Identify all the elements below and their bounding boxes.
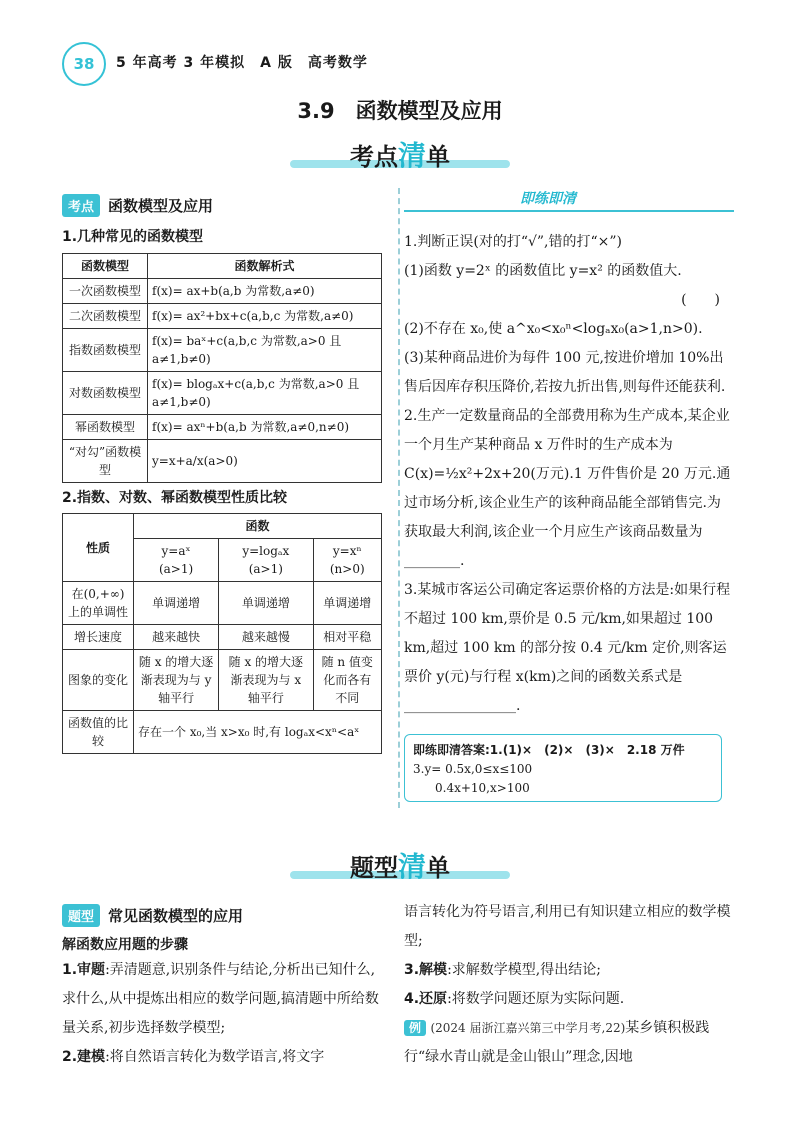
question-2: 2.生产一定数量商品的全部费用称为生产成本,某企业一个月生产某种商品 x 万件时的生产成本为 C(x)=½x²+2x+20(万元).1 万件售价是 20 万元.通过市场分析,该企业生产的该种商品能全部销售完.为获取最大利润,该企业一个月应生产该商品数量为________. (404, 408, 731, 569)
table-row (63, 711, 382, 754)
table-row (63, 650, 382, 711)
question-3: 3.某城市客运公司确定客运票价格的方法是:如果行程不超过 100 km,票价是 0.5 元/km,如果超过 100 km,超过 100 km 的部分按 0.4 元/km 定价,则客运票价 y(元)与行程 x(km)之间的函数关系式是________________. (404, 582, 731, 714)
book-title: 5 年高考 3 年模拟 A 版 高考数学 (116, 55, 368, 71)
step-1: 1.审题:弄清题意,识别条件与结论,分析出已知什么,求什么,从中提炼出相应的数学问题,搞清题中所给数量关系,初步选择数学模型; (62, 962, 379, 1036)
subheading-2: 2.指数、对数、幂函数模型性质比较 (62, 490, 288, 506)
topic-tag: 考点 (62, 194, 100, 217)
table-row (63, 415, 382, 440)
banner-kaodian (0, 134, 800, 174)
cell: f(x)= blogₐx+c(a,b,c 为常数,a>0 且 a≠1,b≠0) (148, 372, 382, 415)
cell: 对数函数模型 (63, 372, 148, 415)
question-1-3: (3)某种商品进价为每件 100 元,按进价增加 10%出售后因库存积压降价,若按九折出售,则每件还能获利. (404, 350, 726, 395)
cell: f(x)= baˣ+c(a,b,c 为常数,a>0 且 a≠1,b≠0) (148, 329, 382, 372)
table-header: 函数模型 (63, 254, 148, 279)
topic-heading (62, 194, 213, 217)
cell: 幂函数模型 (63, 415, 148, 440)
answer-paren: ( ) (681, 292, 720, 308)
step-3: 3.解模:求解数学模型,得出结论; (404, 962, 601, 978)
cell: “对勾”函数模型 (63, 440, 148, 483)
cell: 单调递增 (219, 582, 313, 625)
cell: 图象的变化 (63, 650, 134, 711)
table-row (63, 625, 382, 650)
cell: 相对平稳 (313, 625, 381, 650)
cell: 指数函数模型 (63, 329, 148, 372)
column-header: y=logₐx (a>1) (219, 539, 313, 582)
banner-prefix: 考点 (349, 143, 398, 171)
cell: f(x)= axⁿ+b(a,b 为常数,a≠0,n≠0) (148, 415, 382, 440)
table-row (63, 582, 382, 625)
answers-line-2a: 3.y= 0.5x,0≤x≤100 (413, 762, 533, 776)
table-header: 性质 (63, 514, 134, 582)
banner-highlight: 清 (397, 139, 426, 172)
cell: 随 x 的增大逐渐表现为与 y 轴平行 (134, 650, 219, 711)
column-divider (398, 188, 400, 808)
question-1-1: (1)函数 y=2ˣ 的函数值比 y=x² 的函数值大. (404, 263, 682, 279)
cell: 随 n 值变化而各有不同 (313, 650, 381, 711)
cell: y=x+a/x(a>0) (148, 440, 382, 483)
example (404, 1014, 734, 1072)
question-1: 1.判断正误(对的打“√”,错的打“×”) (404, 234, 623, 250)
cell: 存在一个 x₀,当 x>x₀ 时,有 logₐx<xⁿ<aˣ (134, 711, 382, 754)
table-row (63, 304, 382, 329)
table-row (63, 440, 382, 483)
cell: 增长速度 (63, 625, 134, 650)
cell: f(x)= ax+b(a,b 为常数,a≠0) (148, 279, 382, 304)
type-tag: 题型 (62, 904, 100, 927)
steps-right (404, 898, 734, 1072)
cell: 函数值的比较 (63, 711, 134, 754)
example-tag: 例 (404, 1020, 426, 1036)
table-header: 函数 (134, 514, 382, 539)
cell: 越来越慢 (219, 625, 313, 650)
section-title: 3.9 函数模型及应用 (297, 99, 503, 123)
page-number-badge: 38 (62, 42, 106, 86)
step-2: 2.建模:将自然语言转化为数学语言,将文字 (62, 1049, 325, 1065)
answers-line-2b: 0.4x+10,x>100 (435, 781, 530, 795)
banner-suffix: 单 (426, 143, 450, 171)
topic-title: 函数模型及应用 (108, 197, 214, 215)
table-row (63, 372, 382, 415)
steps-left (62, 956, 384, 1072)
cell: 二次函数模型 (63, 304, 148, 329)
cell: 一次函数模型 (63, 279, 148, 304)
practice-rule (404, 210, 734, 212)
example-text: 某乡镇积极践行“绿水青山就是金山银山”理念,因地 (404, 1020, 710, 1065)
steps-title: 解函数应用题的步骤 (62, 937, 188, 953)
banner-prefix: 题型 (349, 854, 398, 882)
banner-tixing (0, 845, 800, 885)
banner-suffix: 单 (426, 854, 450, 882)
step-2-continued: 语言转化为符号语言,利用已有知识建立相应的数学模型; (404, 904, 731, 949)
question-1-2: (2)不存在 x₀,使 a^x₀<x₀ⁿ<logₐx₀(a>1,n>0). (404, 321, 703, 337)
subheading-1: 1.几种常见的函数模型 (62, 229, 204, 245)
type-heading (62, 904, 243, 927)
column-header: y=aˣ (a>1) (134, 539, 219, 582)
column-header: y=xⁿ (n>0) (313, 539, 381, 582)
function-model-table (62, 253, 382, 483)
table-row (63, 279, 382, 304)
cell: 在(0,+∞)上的单调性 (63, 582, 134, 625)
cell: f(x)= ax²+bx+c(a,b,c 为常数,a≠0) (148, 304, 382, 329)
example-source: (2024 届浙江嘉兴第三中学月考,22) (430, 1021, 626, 1035)
practice-title: 即练即清 (520, 191, 576, 207)
cell: 单调递增 (134, 582, 219, 625)
cell: 单调递增 (313, 582, 381, 625)
answers-box (404, 734, 722, 802)
answers-line-1: 即练即清答案:1.(1)× (2)× (3)× 2.18 万件 (413, 743, 685, 757)
table-header: 函数解析式 (148, 254, 382, 279)
table-row (63, 329, 382, 372)
comparison-table (62, 513, 382, 754)
banner-highlight: 清 (397, 850, 426, 883)
practice-questions (404, 228, 734, 721)
cell: 随 x 的增大逐渐表现为与 x 轴平行 (219, 650, 313, 711)
step-4: 4.还原:将数学问题还原为实际问题. (404, 991, 625, 1007)
type-title: 常见函数模型的应用 (108, 907, 244, 925)
cell: 越来越快 (134, 625, 219, 650)
